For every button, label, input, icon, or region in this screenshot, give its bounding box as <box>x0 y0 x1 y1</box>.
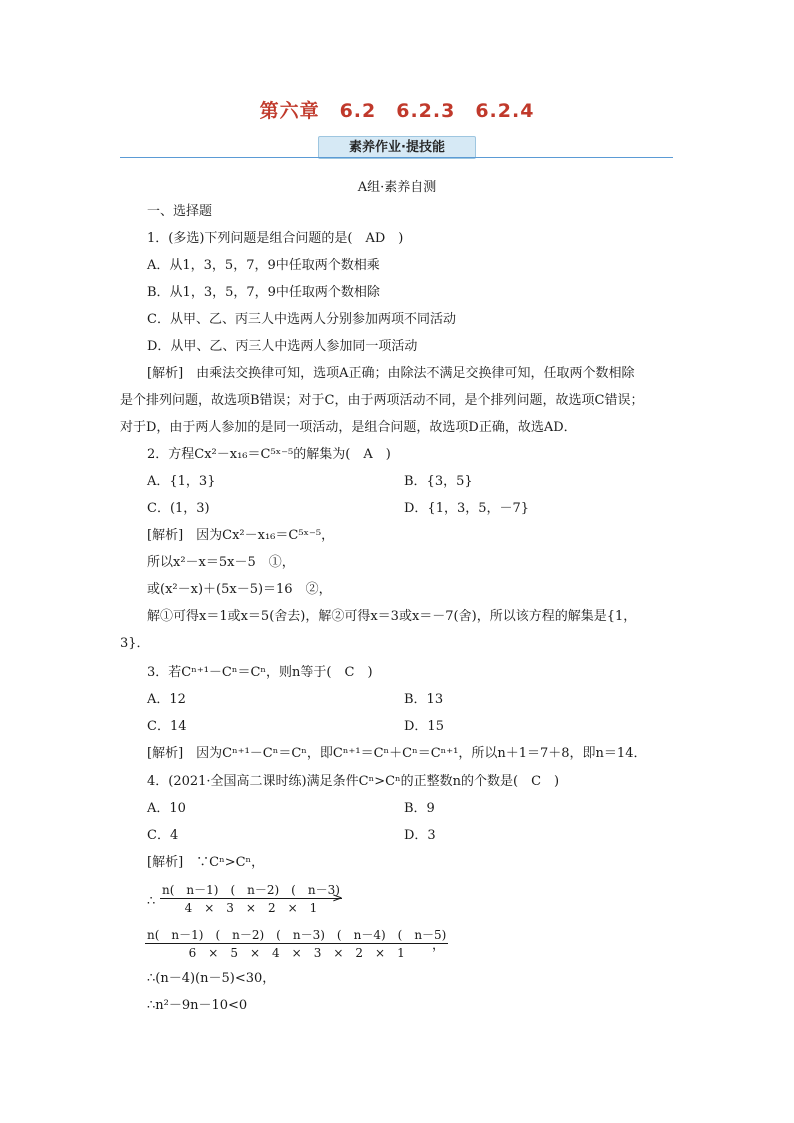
q1-option-c: C．从甲、乙、丙三人中选两人分别参加两项不同活动 <box>147 312 456 327</box>
section-banner: 素养作业·提技能 <box>318 136 476 159</box>
q4-explanation-3: ∴(n－4)(n－5)<30， <box>147 971 276 986</box>
q2-option-a: A．{1，3} <box>147 474 216 489</box>
q3-option-b: B．13 <box>404 692 444 707</box>
therefore-symbol: ∴ <box>147 894 156 909</box>
q3-explanation-1: [解析] 因为Cⁿ⁺¹－Cⁿ＝Cⁿ，即Cⁿ⁺¹＝Cⁿ＋Cⁿ＝Cⁿ⁺¹，所以n＋1＝7＋8，即n＝14． <box>147 746 647 761</box>
q4-option-b: B．9 <box>404 801 435 816</box>
q1-explanation-1: [解析] 由乘法交换律可知，选项A正确；由除法不满足交换律可知，任取两个数相除 <box>147 366 635 381</box>
q2-explanation-4: 解①可得x＝1或x＝5(舍去)，解②可得x＝3或x＝－7(舍)，所以该方程的解集是{1， <box>147 609 637 624</box>
q3-option-c: C．14 <box>147 719 187 734</box>
header-rule <box>120 157 673 158</box>
q4-option-d: D．3 <box>404 828 436 843</box>
q4-stem: 4．(2021·全国高二课时练)满足条件Cⁿ>Cⁿ的正整数n的个数是( C ) <box>147 774 560 789</box>
q4-explanation-1: [解析] ∵Cⁿ>Cⁿ， <box>147 855 265 870</box>
fraction-left-numerator: n( n－1) ( n－2) ( n－3) <box>162 883 340 897</box>
page-title: 第六章 6.2 6.2.3 6.2.4 <box>259 100 535 122</box>
q1-option-b: B．从1，3，5，7，9中任取两个数相除 <box>147 285 380 300</box>
q2-option-d: D．{1，3，5，－7} <box>404 501 530 516</box>
q3-option-d: D．15 <box>404 719 444 734</box>
fraction-left-denominator: 4 × 3 × 2 × 1 <box>184 901 318 915</box>
q1-stem: 1．(多选)下列问题是组合问题的是( AD ) <box>147 231 404 246</box>
group-heading: A组·素养自测 <box>357 180 437 195</box>
q2-option-b: B．{3，5} <box>404 474 473 489</box>
q3-option-a: A．12 <box>147 692 186 707</box>
q4-option-c: C．4 <box>147 828 179 843</box>
q4-explanation-4: ∴n²－9n－10<0 <box>147 998 248 1013</box>
q2-stem: 2．方程Cx²－x₁₆＝C⁵ˣ⁻⁵的解集为( A ) <box>147 447 391 462</box>
q3-stem: 3．若Cⁿ⁺¹－Cⁿ＝Cⁿ，则n等于( C ) <box>147 665 373 680</box>
fraction-comma: ， <box>432 938 446 953</box>
q2-explanation-2: 所以x²－x＝5x－5 ①， <box>147 555 295 570</box>
fraction-left <box>160 881 342 916</box>
part-heading: 一、选择题 <box>147 204 213 219</box>
fraction-right-numerator: n( n－1) ( n－2) ( n－3) ( n－4) ( n－5) <box>147 928 447 942</box>
q1-option-a: A．从1，3，5，7，9中任取两个数相乘 <box>147 258 380 273</box>
q2-option-c: C．(1，3) <box>147 501 210 516</box>
q4-option-a: A．10 <box>147 801 186 816</box>
q1-option-d: D．从甲、乙、丙三人中选两人参加同一项活动 <box>147 339 418 354</box>
fraction-right <box>145 926 448 961</box>
q1-explanation-3: 对于D，由于两人参加的是同一项活动，是组合问题，故选项D正确，故选AD． <box>120 420 577 435</box>
greater-than-sign: > <box>332 891 343 906</box>
q2-explanation-3: 或(x²－x)＋(5x－5)＝16 ②， <box>147 582 332 597</box>
q2-explanation-5: 3}． <box>120 636 150 651</box>
fraction-right-denominator: 6 × 5 × 4 × 3 × 2 × 1 <box>188 946 405 960</box>
q1-explanation-2: 是个排列问题，故选项B错误；对于C，由于两项活动不同，是个排列问题，故选项C错误； <box>120 393 644 408</box>
q2-explanation-1: [解析] 因为Cx²－x₁₆＝C⁵ˣ⁻⁵， <box>147 528 335 543</box>
